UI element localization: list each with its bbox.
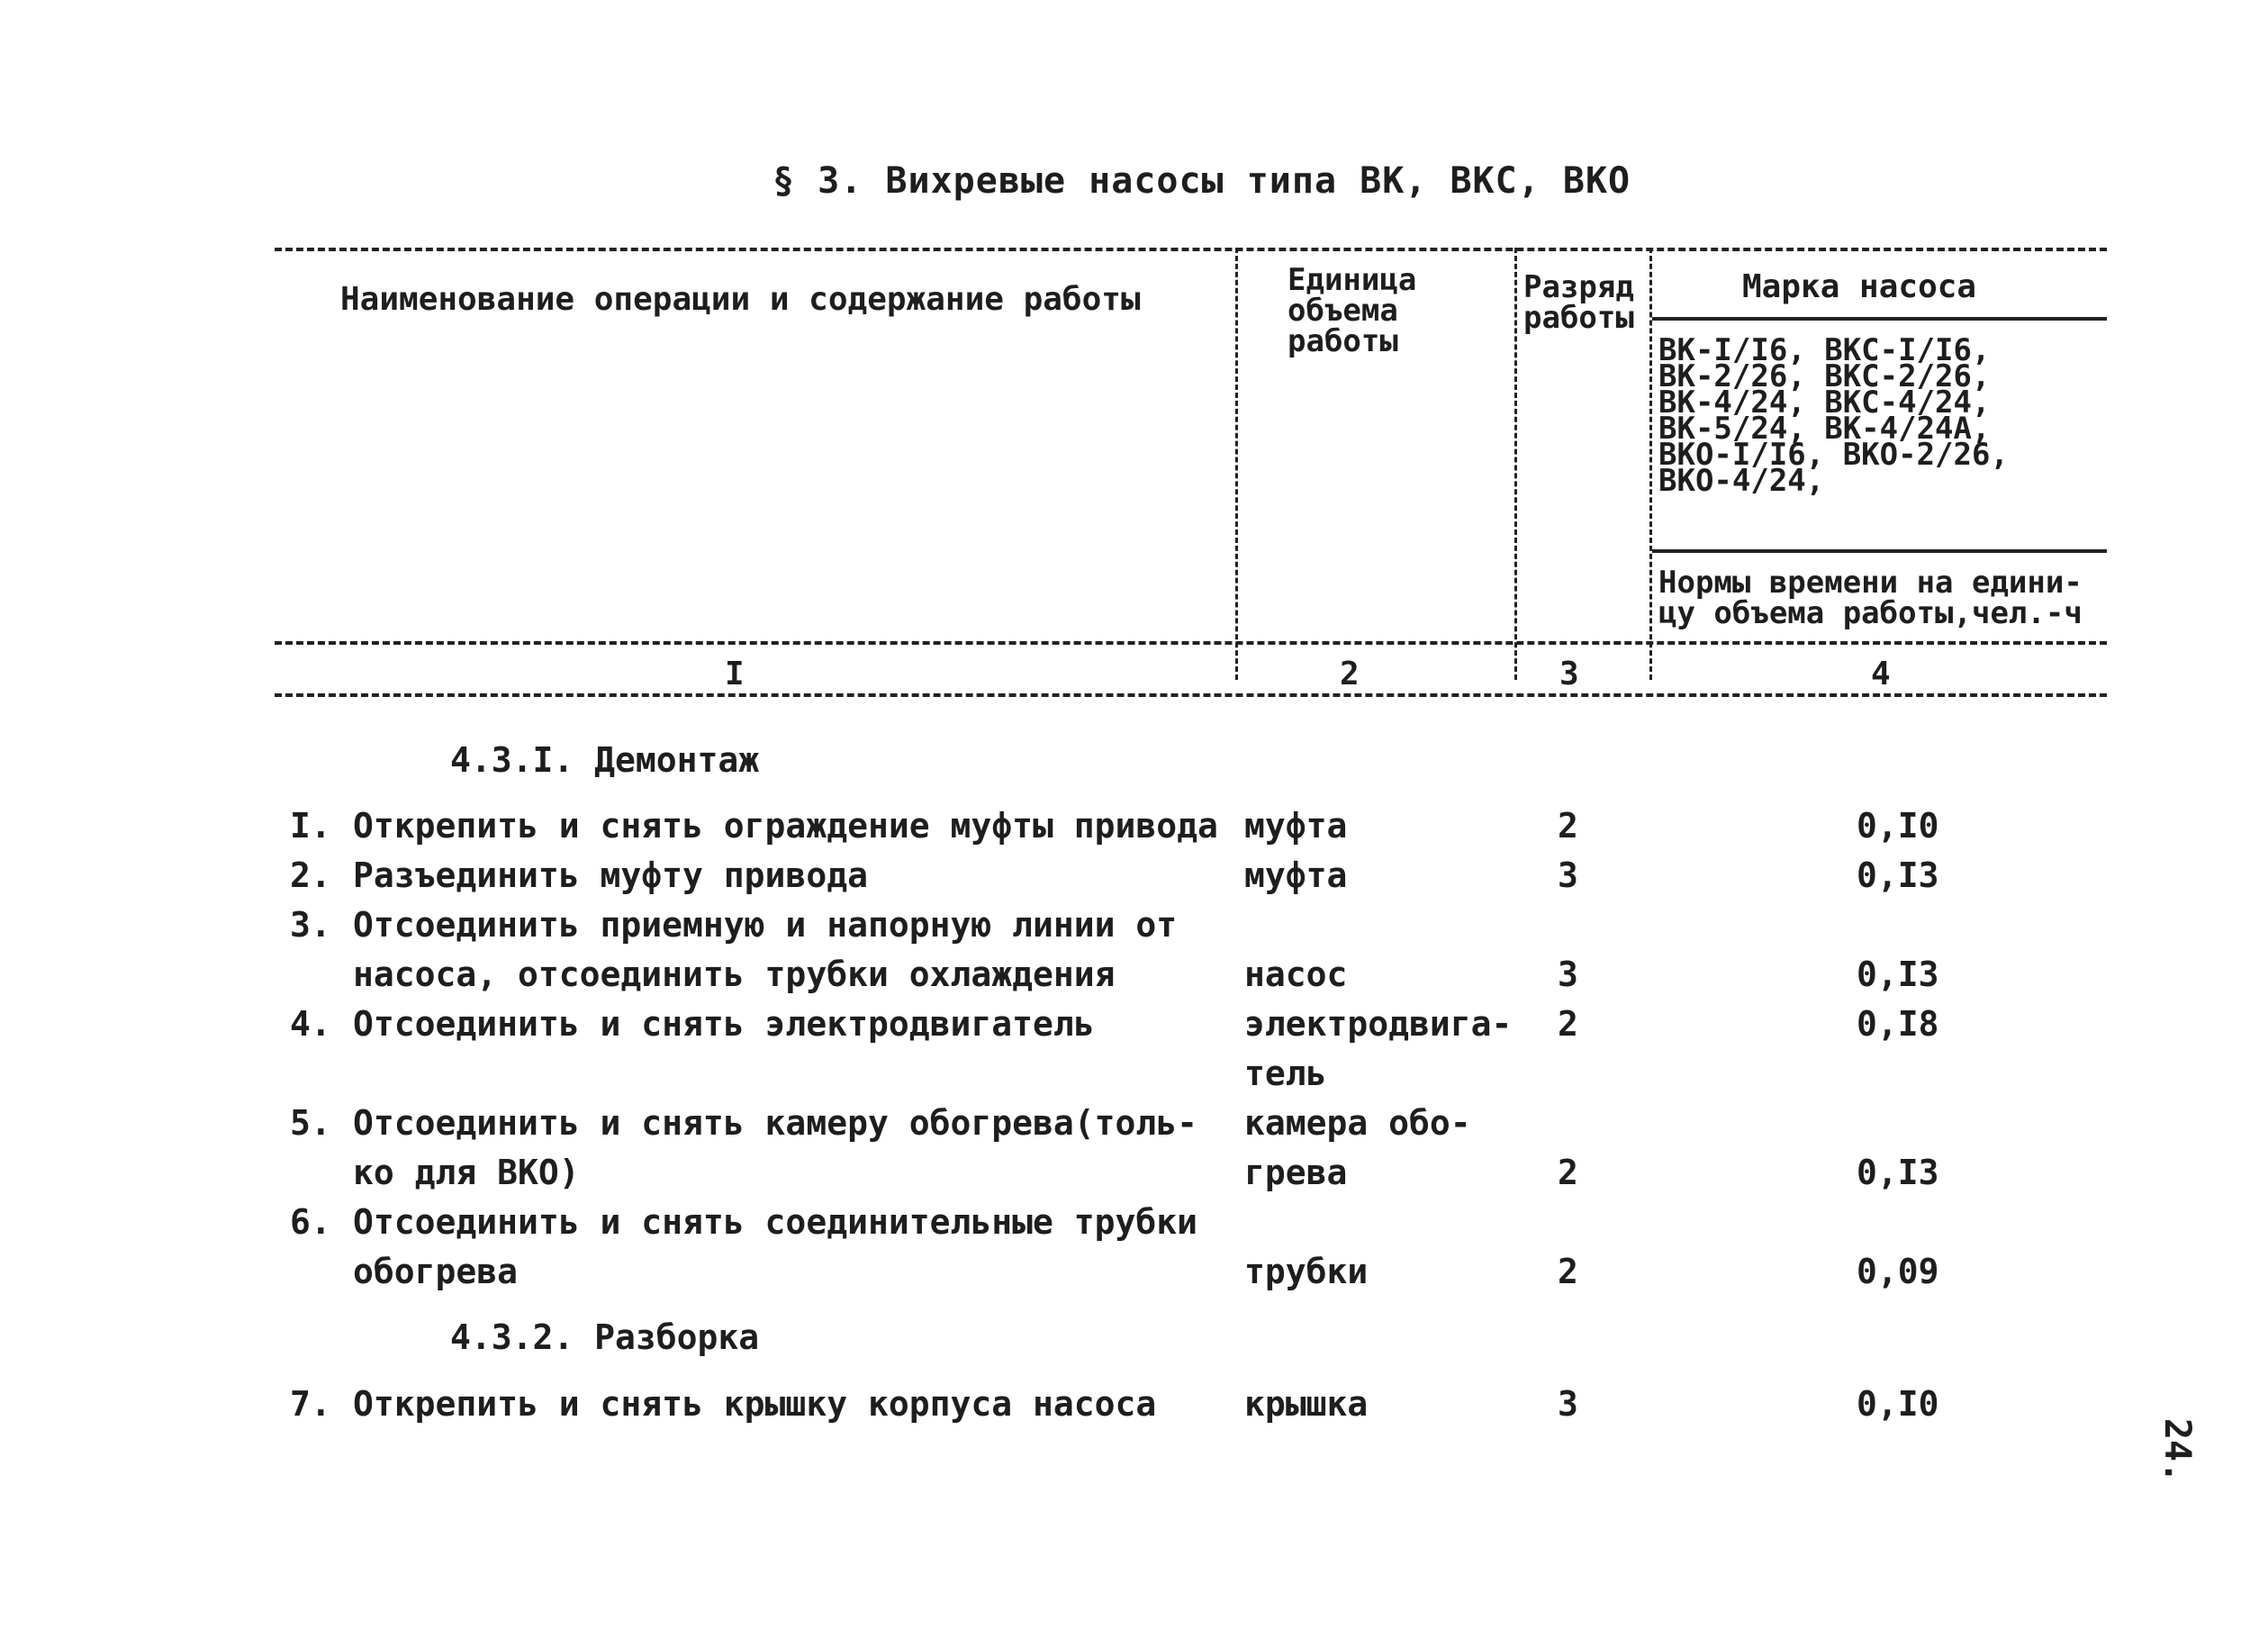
row-operation: Разъединить муфту привода (353, 855, 868, 895)
row-norm: 0,I0 (1857, 1384, 1939, 1424)
row-norm: 0,I0 (1857, 806, 1939, 846)
section-heading-dismantling: 4.3.I. Демонтаж (450, 740, 760, 780)
row-norm: 0,I3 (1857, 955, 1939, 994)
row-operation-line-1: Отсоединить и снять соединительные трубки (353, 1202, 1197, 1242)
row-operation-line-2: ко для ВКО) (353, 1153, 580, 1192)
brand-divider (1652, 317, 2107, 321)
row-number: I. (290, 806, 331, 846)
page-number: 24. (2156, 1417, 2199, 1484)
column-number-border (275, 693, 2107, 697)
row-unit-line-1: камера обо- (1244, 1103, 1471, 1143)
row-operation-line-1: Отсоединить приемную и напорную линии от (353, 905, 1178, 945)
row-operation: Отсоединить и снять электродвигатель (353, 1004, 1095, 1044)
header-operation: Наименование операции и содержание работы (340, 281, 1141, 318)
table-top-border (275, 248, 2107, 251)
row-unit-line-2: грева (1244, 1153, 1348, 1192)
header-unit: Единица объема работы (1288, 262, 1417, 359)
column-divider-3 (1649, 248, 1652, 680)
column-number-3: 3 (1559, 656, 1579, 692)
row-operation: Открепить и снять ограждение муфты привода (353, 806, 1218, 846)
row-unit-line-1: электродвига- (1244, 1004, 1513, 1044)
row-number: 2. (290, 855, 331, 895)
header-pump-brand: Марка насоса (1742, 268, 1977, 305)
header-models: ВК-I/I6, ВКС-I/I6, ВК-2/26, ВКС-2/26, ВК-4/24, ВКС-4/24, ВК-5/24, ВК-4/24А, ВКО-I/I6, ВКО-2/26, ВКО-4/24, (1658, 332, 2009, 499)
row-unit-line-2: тель (1244, 1054, 1327, 1093)
row-operation-line-1: Отсоединить и снять камеру обогрева(толь- (353, 1103, 1197, 1143)
row-unit: муфта (1244, 806, 1348, 846)
row-grade: 2 (1558, 806, 1578, 846)
row-grade: 3 (1558, 855, 1578, 895)
row-number: 4. (290, 1004, 331, 1044)
row-norm: 0,I3 (1857, 855, 1939, 895)
row-grade: 2 (1558, 1252, 1578, 1291)
header-norms: Нормы времени на едини- цу объема работы,чел.-ч (1658, 565, 2083, 631)
section-heading-disassembly: 4.3.2. Разборка (450, 1317, 760, 1357)
row-unit: насос (1244, 955, 1348, 994)
models-divider (1652, 549, 2107, 553)
row-unit: трубки (1244, 1252, 1369, 1291)
column-number-2: 2 (1340, 656, 1360, 692)
row-operation-line-2: обогрева (353, 1252, 519, 1291)
column-divider-1 (1235, 248, 1238, 680)
column-divider-2 (1514, 248, 1517, 680)
row-unit: муфта (1244, 855, 1348, 895)
row-norm: 0,I8 (1857, 1004, 1939, 1044)
row-grade: 3 (1558, 1384, 1578, 1424)
column-number-4: 4 (1871, 656, 1891, 692)
row-norm: 0,I3 (1857, 1153, 1939, 1192)
row-number: 5. (290, 1103, 331, 1143)
row-grade: 2 (1558, 1004, 1578, 1044)
row-number: 6. (290, 1202, 331, 1242)
row-operation-line-2: насоса, отсоединить трубки охлаждения (353, 955, 1116, 994)
document-title: § 3. Вихревые насосы типа ВК, ВКС, ВКО (773, 160, 1631, 202)
header-bottom-border (275, 641, 2107, 645)
row-norm: 0,09 (1857, 1252, 1939, 1291)
row-unit: крышка (1244, 1384, 1369, 1424)
row-number: 3. (290, 905, 331, 945)
row-operation: Открепить и снять крышку корпуса насоса (353, 1384, 1157, 1424)
column-number-1: I (725, 656, 745, 692)
row-number: 7. (290, 1384, 331, 1424)
row-grade: 3 (1558, 955, 1578, 994)
header-grade: Разряд работы (1523, 269, 1634, 336)
row-grade: 2 (1558, 1153, 1578, 1192)
